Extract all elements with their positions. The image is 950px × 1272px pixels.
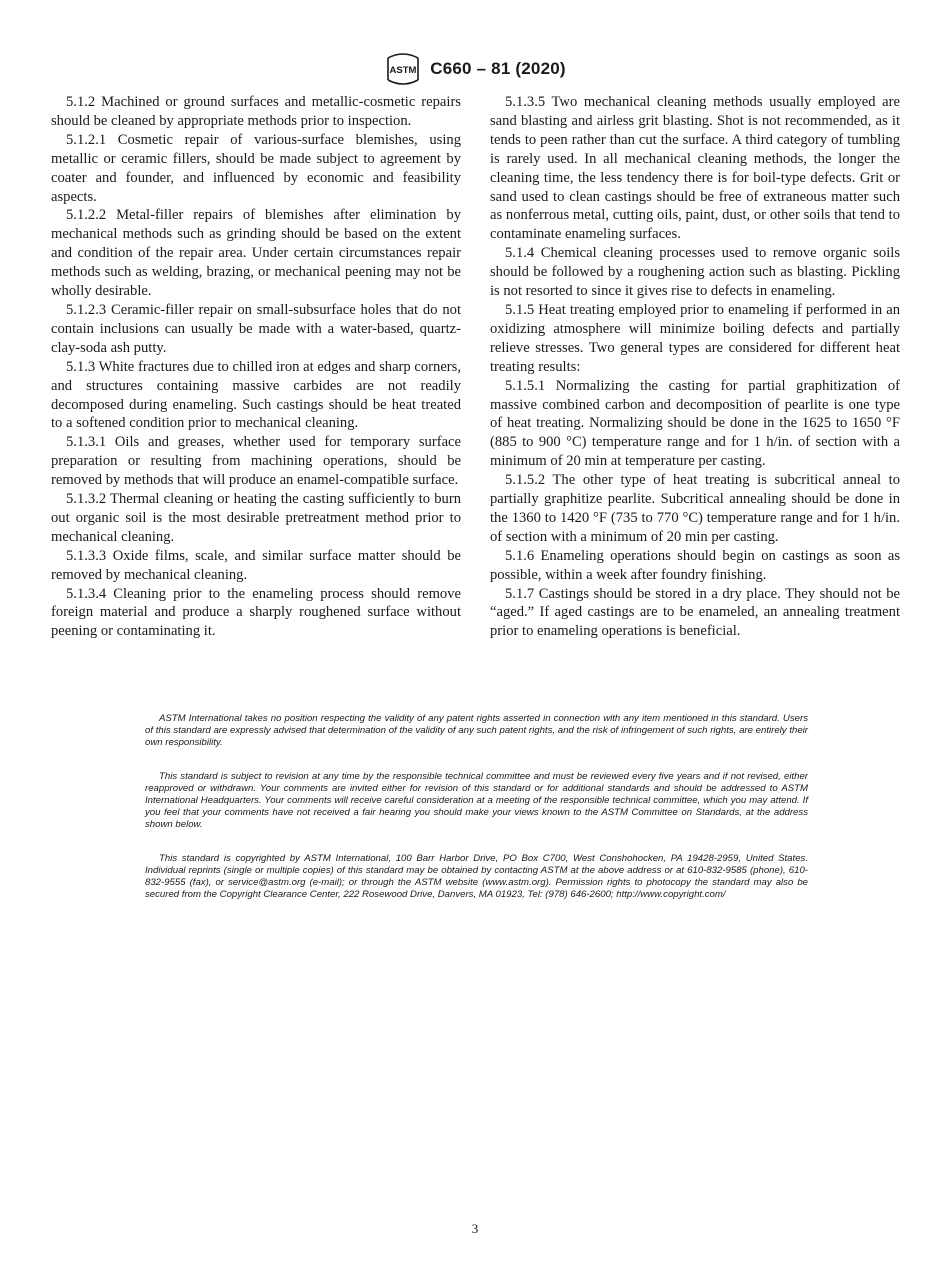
section-5-1-3-3: 5.1.3.3 Oxide films, scale, and similar surface matter should be removed by mechanical cleaning. bbox=[51, 547, 461, 583]
section-5-1-2-2: 5.1.2.2 Metal-filler repairs of blemishes after elimination by mechanical methods such as grinding should be based on the extent and condition of the repair area. Under certain circumstances repair methods such as welding, brazing, or mechanical peening may not be wholly desirable. bbox=[51, 207, 461, 300]
section-5-1-7: 5.1.7 Castings should be stored in a dry place. They should not be “aged.” If aged castings are to be enameled, an annealing treatment prior to enameling operations is beneficial. bbox=[490, 585, 900, 640]
left-column bbox=[51, 93, 461, 641]
section-5-1-4: 5.1.4 Chemical cleaning processes used to remove organic soils should be followed by a roughening action such as blasting. Pickling is not resorted to since it gives rise to defects in enameling. bbox=[490, 245, 900, 300]
logo-text: ASTM bbox=[389, 65, 417, 76]
page-header bbox=[0, 52, 950, 86]
right-column bbox=[490, 93, 900, 641]
section-5-1-6: 5.1.6 Enameling operations should begin on castings as soon as possible, within a week after foundry finishing. bbox=[490, 547, 900, 583]
section-5-1-5-1: 5.1.5.1 Normalizing the casting for partial graphitization of massive combined carbon and decomposition of pearlite is one type of heat treating. Normalizing should be done in the 1625 to 1650 °F (885 to 900 °C) temperature range and for 1 h/in. of section with a minimum of 20 min at temperature per casting. bbox=[490, 377, 900, 470]
section-5-1-2-1: 5.1.2.1 Cosmetic repair of various-surface blemishes, using metallic or ceramic fillers, should be made subject to agreement by coater and founder, and influenced by economic and feasibility aspects. bbox=[51, 131, 461, 205]
document-designation: C660 – 81 (2020) bbox=[430, 59, 566, 78]
section-5-1-3-4: 5.1.3.4 Cleaning prior to the enameling process should remove foreign material and produce a sharply roughened surface without peening or contaminating it. bbox=[51, 585, 461, 640]
section-5-1-2: 5.1.2 Machined or ground surfaces and metallic-cosmetic repairs should be cleaned by appropriate methods prior to inspection. bbox=[51, 94, 461, 129]
section-5-1-5-2: 5.1.5.2 The other type of heat treating is subcritical anneal to partially graphitize pearlite. Subcritical annealing should be done in the 1360 to 1420 °F (735 to 770 °C) temperature range and for 1 h/in. of section with a minimum of 20 min per casting. bbox=[490, 472, 900, 545]
section-5-1-5: 5.1.5 Heat treating employed prior to enameling if performed in an oxidizing atmosphere will minimize boiling defects and partially relieve stresses. Two general types are considered for different heat treating results: bbox=[490, 301, 900, 375]
legal-notices bbox=[145, 713, 808, 922]
revision-notice: This standard is subject to revision at any time by the responsible technical committee and must be reviewed every five years and if not revised, either reapproved or withdrawn. Your comments are invited either for revision of this standard or for additional standards and should be addressed to ASTM International Headquarters. Your comments will receive careful consideration at a meeting of the responsible technical committee, which you may attend. If you feel that your comments have not received a fair hearing you should make your views known to the ASTM Committee on Standards, at the address shown below. bbox=[145, 770, 808, 831]
patent-notice: ASTM International takes no position respecting the validity of any patent rights asserted in connection with any item mentioned in this standard. Users of this standard are expressly advised that determination of the validity of any such patent rights, and the risk of infringement of such rights, are entirely their own responsibility. bbox=[145, 713, 808, 749]
copyright-notice: This standard is copyrighted by ASTM International, 100 Barr Harbor Drive, PO Box C700, West Conshohocken, PA 19428-2959, United States. Individual reprints (single or multiple copies) of this standard may be obtained by contacting ASTM at the above address or at 610-832-9585 (phone), 610-832-9555 (fax), or service@astm.org (e-mail); or through the ASTM website (www.astm.org). Permission rights to photocopy the standard may also be secured from the Copyright Clearance Center, 222 Rosewood Drive, Danvers, MA 01923, Tel: (978) 646-2600; http://www.copyright.com/ bbox=[145, 852, 808, 901]
section-5-1-3-1: 5.1.3.1 Oils and greases, whether used for temporary surface preparation or resulting from machining operations, should be removed by methods that will produce an enamel-compatible surface. bbox=[51, 434, 461, 489]
section-5-1-3-2: 5.1.3.2 Thermal cleaning or heating the casting sufficiently to burn out organic soil is the most desirable pretreatment method prior to mechanical cleaning. bbox=[51, 491, 461, 545]
section-5-1-2-3: 5.1.2.3 Ceramic-filler repair on small-subsurface holes that do not contain inclusions can usually be made with a water-based, quartz-clay-soda ash putty. bbox=[51, 301, 461, 356]
page-number: 3 bbox=[471, 1221, 479, 1236]
section-5-1-3-5: 5.1.3.5 Two mechanical cleaning methods usually employed are sand blasting and airless grit blasting. Shot is not recommended, as it tends to peen rather than cut the surface. A third category of tumbling is rarely used. In all mechanical cleaning methods, the longer the cleaning time, the less tendency there is for boil-type defects. Grit or sand used to clean castings should be free of extraneous matter such as nonferrous metal, cutting oils, paint, dust, or other soils that tend to contaminate enameling surfaces. bbox=[490, 94, 900, 243]
section-5-1-3: 5.1.3 White fractures due to chilled iron at edges and sharp corners, and structures containing massive carbides are not readily decomposed during enameling. Such castings should be heat treated to a softened condition prior to mechanical cleaning. bbox=[51, 358, 461, 432]
astm-logo-icon bbox=[384, 52, 422, 86]
